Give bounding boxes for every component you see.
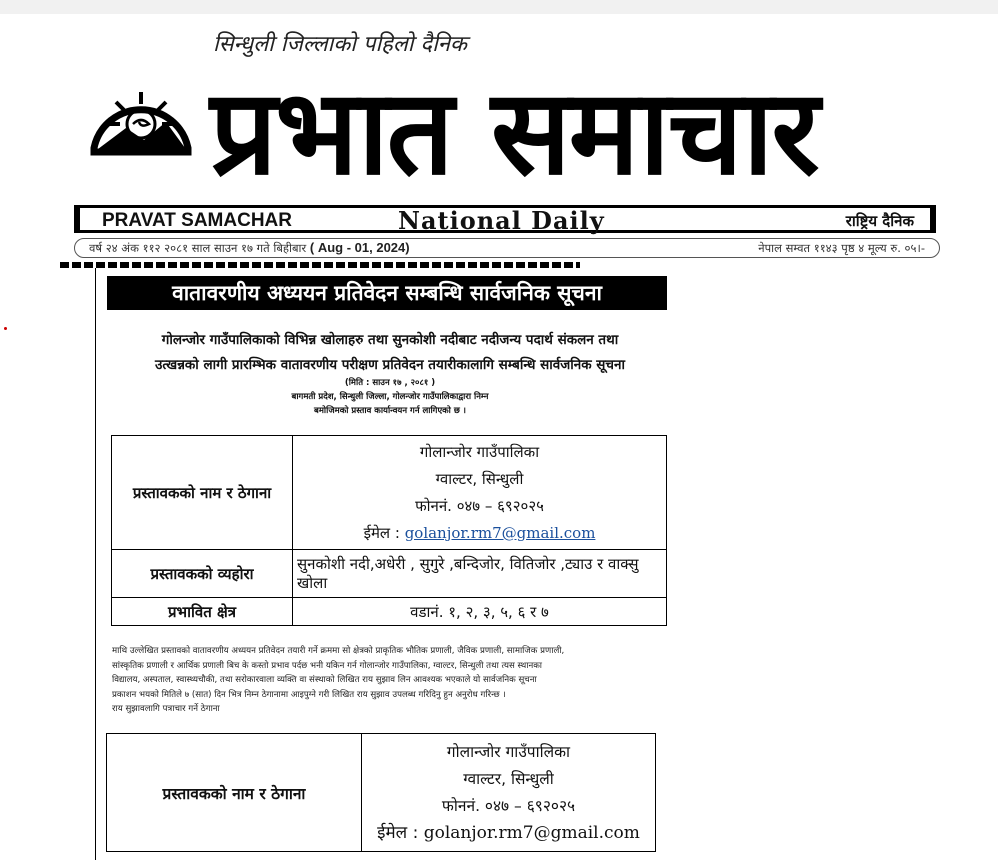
email-link[interactable]: golanjor.rm7@gmail.com bbox=[404, 523, 596, 542]
top-bar bbox=[0, 0, 998, 14]
proposer-purpose-label: प्रस्तावकको व्यहोरा bbox=[112, 550, 293, 598]
affected-area-label: प्रभावित क्षेत्र bbox=[112, 598, 293, 626]
notice-subhead-1: गोलन्जोर गाउँपालिकाको विभिन्न खोलाहरु तथा सुनकोशी नदीबाट नदीजन्य पदार्थ संकलन तथा bbox=[161, 332, 619, 348]
notice-subhead-2: उत्खन्नको लागी प्रारम्भिक वातावरणीय परीक्षण प्रतिवेदन तयारीकालागि सम्बन्धि सार्वजनिक सूचना bbox=[154, 357, 625, 373]
cut-text-line bbox=[60, 262, 580, 268]
notice-title: वातावरणीय अध्ययन प्रतिवेदन सम्बन्धि सार्वजनिक सूचना bbox=[107, 276, 667, 310]
proposer-name-value: गोलान्जोर गाउँपालिका ग्वाल्टर, सिन्धुली फोननं. ०४७ – ६९२०२५ ईमेल : golanjor.rm7@gmail.com bbox=[293, 436, 667, 550]
english-date: ( Aug - 01, 2024) bbox=[309, 240, 410, 255]
date-band bbox=[74, 238, 940, 258]
notice-small-2: बमोजिमको प्रस्ताव कार्यान्वयन गर्न लागिएको छ । bbox=[314, 406, 466, 416]
proposer-table bbox=[111, 435, 667, 626]
correspondence-name-label: प्रस्तावकको नाम र ठेगाना bbox=[107, 734, 362, 852]
notice-date: (मिति : साउन १७ , २०८१ ) bbox=[344, 378, 436, 388]
name-nepali-daily: राष्ट्रिय दैनिक bbox=[845, 212, 914, 230]
proposer-name-label: प्रस्तावकको नाम र ठेगाना bbox=[112, 436, 293, 550]
stray-mark bbox=[4, 327, 7, 330]
sun-logo-icon bbox=[86, 78, 196, 168]
column-divider bbox=[95, 268, 96, 860]
correspondence-table bbox=[106, 733, 656, 852]
masthead-title: प्रभात समाचार bbox=[210, 63, 818, 201]
national-daily: National Daily bbox=[398, 206, 605, 235]
correspondence-email[interactable]: golanjor.rm7@gmail.com bbox=[423, 822, 640, 843]
notice-paragraph: माथि उल्लेखित प्रस्तावको वातावरणीय अध्ययन प्रतिवेदन तयारी गर्ने क्रममा सो क्षेत्रको प्राकृतिक भौतिक प्रणाली, जैविक प्रणाली, सामाजिक प्रणाली, सांस्कृतिक प्रणाली र आर्थिक प्रणाली बिच के कस्तो प्रभाव पर्दछ भनी यकिन गर्न गोलान्जोर गाउँपालिका, ग्वाल्टर, सिन्धुली तथा त्यस स्थानका विद्यालय, अस्पताल, स्वास्थ्यचौकी, तथा सरोकारवाला व्यक्ति वा संस्थाको लिखित राय सुझाव लिन आवश्यक भएकाले यो सार्वजनिक सूचना प्रकाशन भयको मितिले ७ (सात) दिन भित्र निम्न ठेगानामा आइपुग्ने गरी लिखित राय सुझाव उपलब्ध गरिदिनु हुन अनुरोध गरिन्छ । राय सुझावलागि पत्राचार गर्ने ठेगाना bbox=[112, 646, 565, 714]
issue-info: वर्ष २४ अंक ११२ २०८१ साल साउन १७ गते बिहीबार ( Aug - 01, 2024) bbox=[89, 240, 410, 255]
masthead-tagline: सिन्धुली जिल्लाको पहिलो दैनिक bbox=[213, 32, 467, 57]
price-info: नेपाल सम्वत ११४३ पृष्ठ ४ मूल्य रु. ०५।- bbox=[758, 240, 925, 255]
notice-small-1: बागमती प्रदेश, सिन्धुली जिल्ला, गोलन्जोर गाउँपालिकाद्वारा निम्न bbox=[291, 392, 489, 402]
name-english: PRAVAT SAMACHAR bbox=[102, 210, 292, 231]
name-band bbox=[74, 205, 936, 233]
proposer-purpose-value: सुनकोशी नदी,अधेरी , सुगुरे ,बन्दिजोर, वितिजोर ,ट्याउ र वाक्सु खोला bbox=[293, 550, 667, 598]
correspondence-name-value: गोलान्जोर गाउँपालिका ग्वाल्टर, सिन्धुली फोननं. ०४७ – ६९२०२५ ईमेल : golanjor.rm7@gmail.com bbox=[362, 734, 656, 852]
affected-area-value: वडानं. १, २, ३, ५, ६ र ७ bbox=[293, 598, 667, 626]
